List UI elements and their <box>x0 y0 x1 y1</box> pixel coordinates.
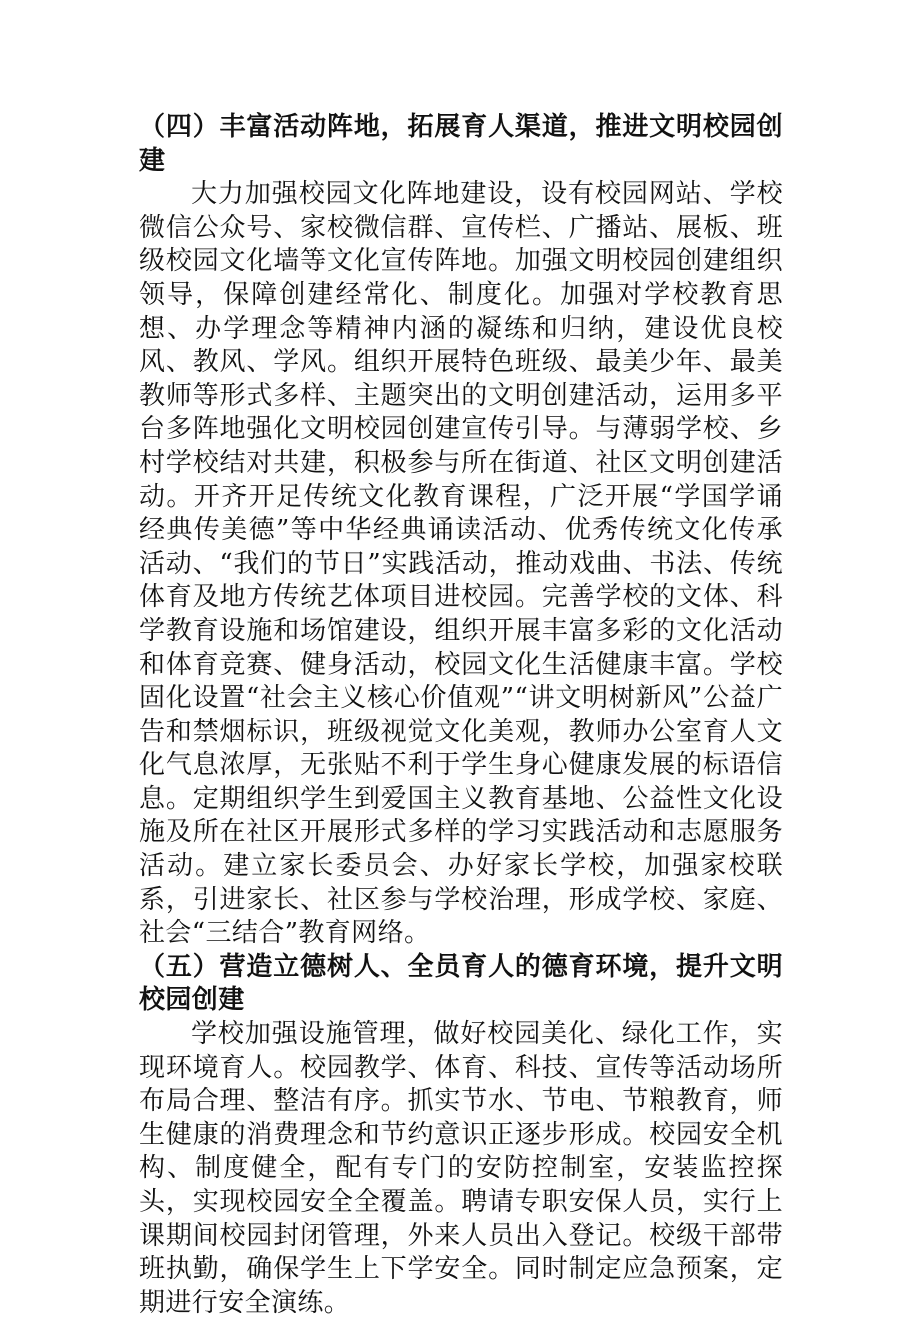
section-5 <box>139 951 783 1320</box>
section-4 <box>139 111 783 951</box>
section-heading: （五）营造立德树人、全员育人的德育环境，提升文明校园创建 <box>139 951 783 1016</box>
section-paragraph: 学校加强设施管理，做好校园美化、绿化工作，实现环境育人。校园教学、体育、科技、宣传等活动场所布局合理、整洁有序。抓实节水、节电、节粮教育，师生健康的消费理念和节约意识正逐步形成。校园安全机构、制度健全，配有专门的安防控制室，安装监控探头，实现校园安全全覆盖。聘请专职安保人员，实行上课期间校园封闭管理，外来人员出入登记。校级干部带班执勤，确保学生上下学安全。同时制定应急预案，定期进行安全演练。 <box>139 1019 783 1318</box>
document-page <box>139 111 783 1320</box>
section-heading: （四）丰富活动阵地，拓展育人渠道，推进文明校园创建 <box>139 112 783 176</box>
section-paragraph: 大力加强校园文化阵地建设，设有校园网站、学校微信公众号、家校微信群、宣传栏、广播站、展板、班级校园文化墙等文化宣传阵地。加强文明校园创建组织领导，保障创建经常化、制度化。加强对学校教育思想、办学理念等精神内涵的凝练和归纳，建设优良校风、教风、学风。组织开展特色班级、最美少年、最美教师等形式多样、主题突出的文明创建活动，运用多平台多阵地强化文明校园创建宣传引导。与薄弱学校、乡村学校结对共建，积极参与所在街道、社区文明创建活动。开齐开足传统文化教育课程，广泛开展“学国学诵经典传美德”等中华经典诵读活动、优秀传统文化传承活动、“我们的节日”实践活动，推动戏曲、书法、传统体育及地方传统艺体项目进校园。完善学校的文体、科学教育设施和场馆建设，组织开展丰富多彩的文化活动和体育竞赛、健身活动，校园文化生活健康丰富。学校固化设置“社会主义核心价值观”“讲文明树新风”公益广告和禁烟标识，班级视觉文化美观，教师办公室育人文化气息浓厚，无张贴不利于学生身心健康发展的标语信息。定期组织学生到爱国主义教育基地、公益性文化设施及所在社区开展形式多样的学习实践活动和志愿服务活动。建立家长委员会、办好家长学校，加强家校联系，引进家长、社区参与学校治理，形成学校、家庭、社会“三结合”教育网络。 <box>139 179 783 949</box>
